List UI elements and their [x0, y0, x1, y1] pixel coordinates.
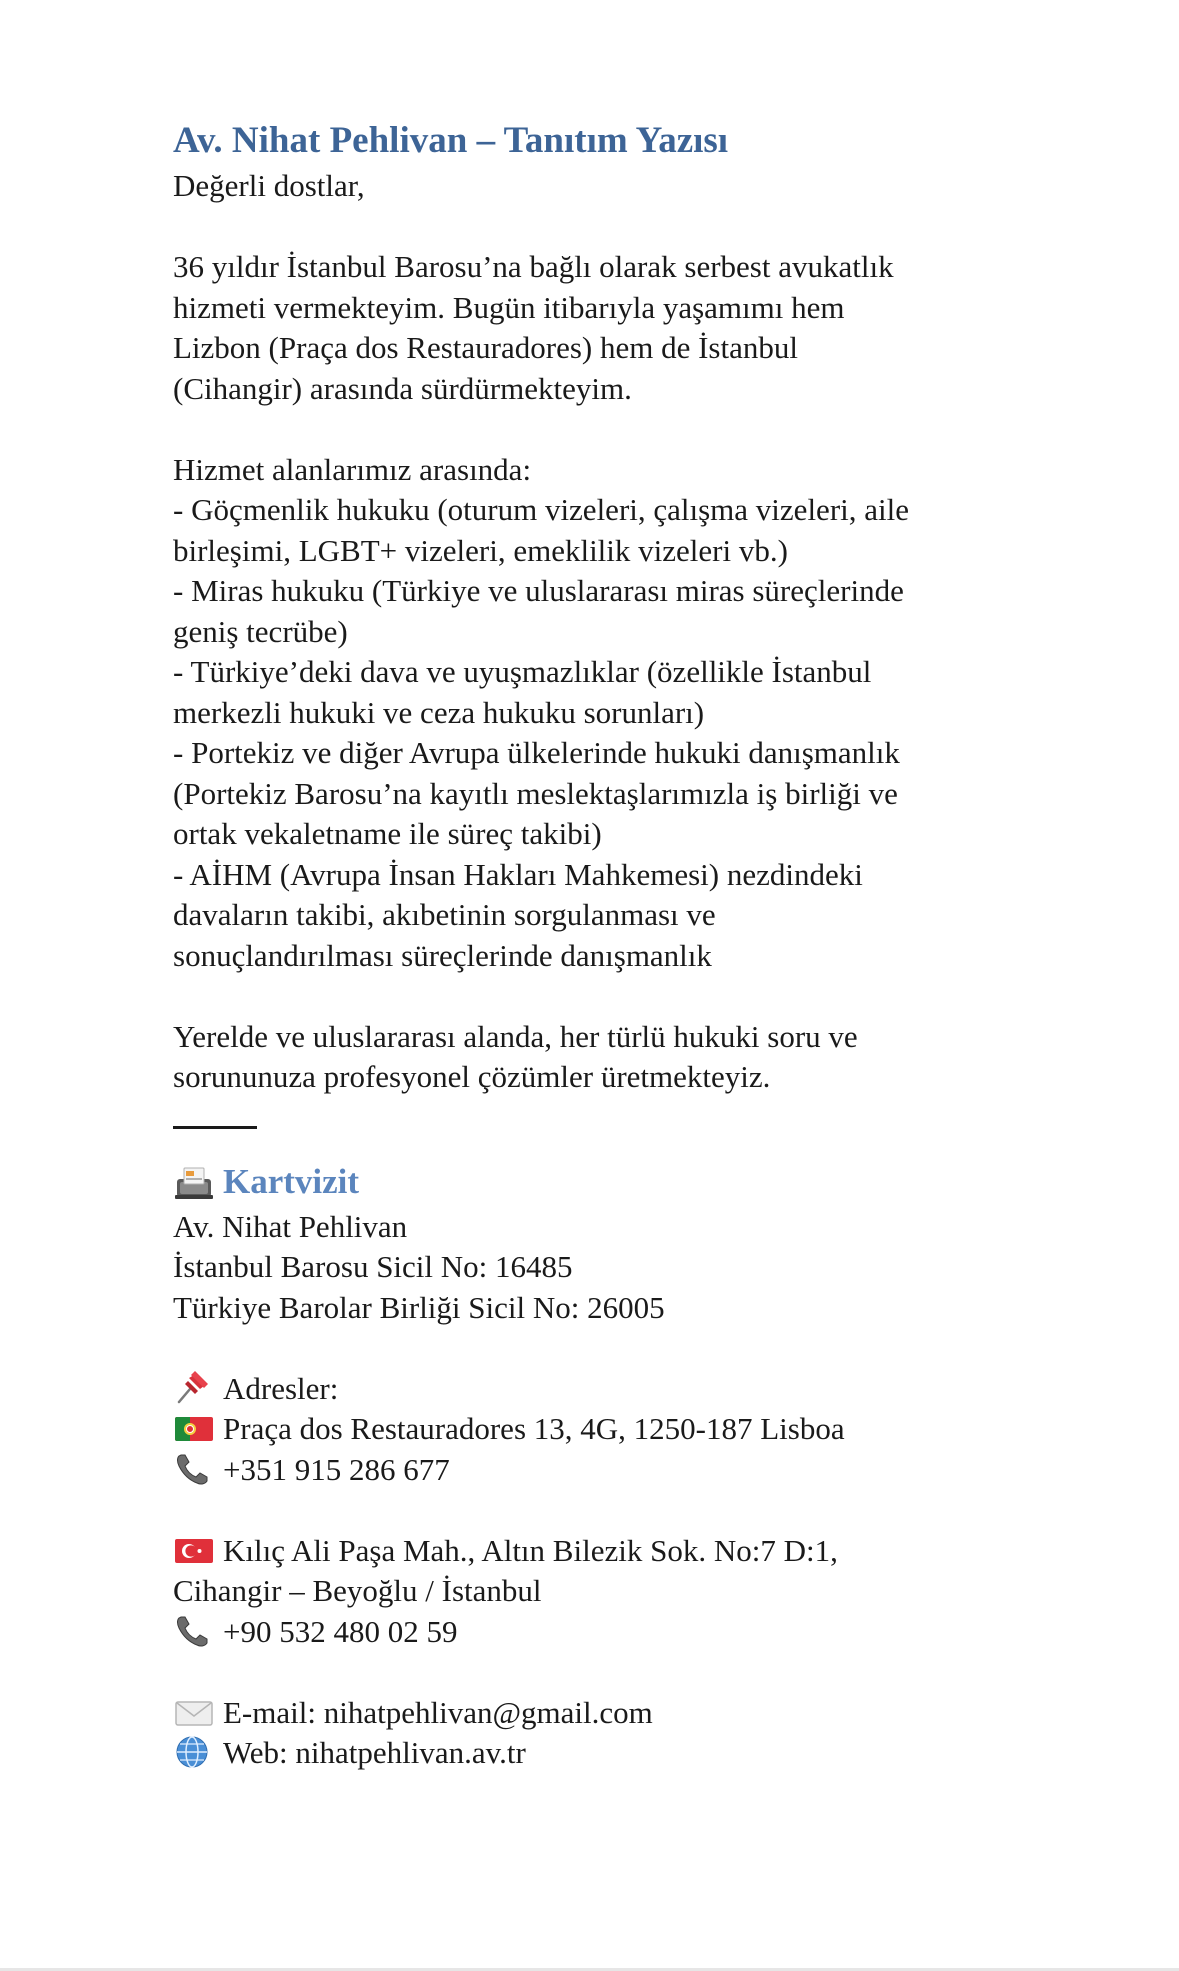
phone-icon: [173, 1612, 215, 1648]
phone-icon: [173, 1450, 215, 1486]
globe-icon: [173, 1733, 215, 1769]
closing-paragraph: [173, 1017, 1033, 1098]
istanbul-address-line1: Kılıç Ali Paşa Mah., Altın Bilezik Sok. No:7 D:1,: [223, 1532, 838, 1568]
services-heading: Hizmet alanlarımız arasında:: [173, 451, 532, 487]
istanbul-address-line2: Cihangir – Beyoğlu / İstanbul: [173, 1573, 542, 1608]
services-line: - Göçmenlik hukuku (oturum vizeleri, çalışma vizeleri, aile: [173, 492, 909, 527]
section-divider: [173, 1126, 257, 1129]
intro-line: Lizbon (Praça dos Restauradores) hem de İstanbul: [173, 330, 798, 365]
services-line: ortak vekaletname ile süreç takibi): [173, 816, 602, 851]
portugal-flag-icon: [173, 1409, 215, 1445]
page-title: Av. Nihat Pehlivan – Tanıtım Yazısı: [173, 120, 729, 161]
istanbul-phone-row: [173, 1612, 1033, 1653]
intro-line: 36 yıldır İstanbul Barosu’na bağlı olarak serbest avukatlık: [173, 249, 894, 284]
email-row: [173, 1693, 1033, 1734]
card-name: Av. Nihat Pehlivan: [173, 1208, 408, 1244]
web[interactable]: Web: nihatpehlivan.av.tr: [223, 1735, 526, 1770]
closing-line: Yerelde ve uluslararası alanda, her türlü hukuki soru ve: [173, 1018, 858, 1054]
pushpin-icon: [173, 1369, 215, 1405]
envelope-icon: [173, 1693, 215, 1729]
services-line: - Portekiz ve diğer Avrupa ülkelerinde hukuki danışmanlık: [173, 735, 900, 770]
services-line: (Portekiz Barosu’na kayıtlı meslektaşlarımızla iş birliği ve: [173, 775, 898, 811]
lisbon-phone[interactable]: +351 915 286 677: [223, 1451, 450, 1487]
services-line: merkezli hukuki ve ceza hukuku sorunları): [173, 694, 705, 730]
services-line: davaların takibi, akıbetinin sorgulanması ve: [173, 897, 716, 932]
web-row: [173, 1733, 1033, 1774]
document-page: [173, 116, 1033, 1774]
card-index-icon: [173, 1165, 215, 1201]
lisbon-phone-row: [173, 1450, 1033, 1491]
intro-line: (Cihangir) arasında sürdürmekteyim.: [173, 370, 632, 406]
services-line: birleşimi, LGBT+ vizeleri, emeklilik vizeleri vb.): [173, 532, 788, 568]
card-heading: [173, 1159, 1033, 1207]
lisbon-address-row: [173, 1409, 1033, 1450]
services-list: [173, 450, 1033, 977]
email[interactable]: E-mail: nihatpehlivan@gmail.com: [223, 1694, 653, 1730]
intro-paragraph: [173, 247, 1033, 409]
closing-line: sorununuza profesyonel çözümler üretmekteyiz.: [173, 1059, 771, 1094]
greeting: Değerli dostlar,: [173, 168, 365, 203]
services-line: sonuçlandırılması süreçlerinde danışmanlık: [173, 937, 712, 973]
card-title: Kartvizit: [223, 1162, 360, 1202]
istanbul-phone[interactable]: +90 532 480 02 59: [223, 1613, 458, 1649]
services-line: - Türkiye’deki dava ve uyuşmazlıklar (özellikle İstanbul: [173, 654, 872, 689]
addresses-label-row: [173, 1369, 1033, 1410]
turkey-bar-number: Türkiye Barolar Birliği Sicil No: 26005: [173, 1289, 665, 1325]
lisbon-address: Praça dos Restauradores 13, 4G, 1250-187 Lisboa: [223, 1411, 845, 1446]
turkey-flag-icon: [173, 1531, 215, 1567]
istanbul-bar-number: İstanbul Barosu Sicil No: 16485: [173, 1249, 573, 1284]
istanbul-address-row: [173, 1531, 1033, 1572]
services-line: geniş tecrübe): [173, 613, 348, 649]
addresses-label: Adresler:: [223, 1370, 339, 1406]
services-line: - Miras hukuku (Türkiye ve uluslararası miras süreçlerinde: [173, 573, 904, 608]
services-line: - AİHM (Avrupa İnsan Hakları Mahkemesi) nezdindeki: [173, 856, 863, 892]
intro-line: hizmeti vermekteyim. Bugün itibarıyla yaşamımı hem: [173, 289, 845, 325]
